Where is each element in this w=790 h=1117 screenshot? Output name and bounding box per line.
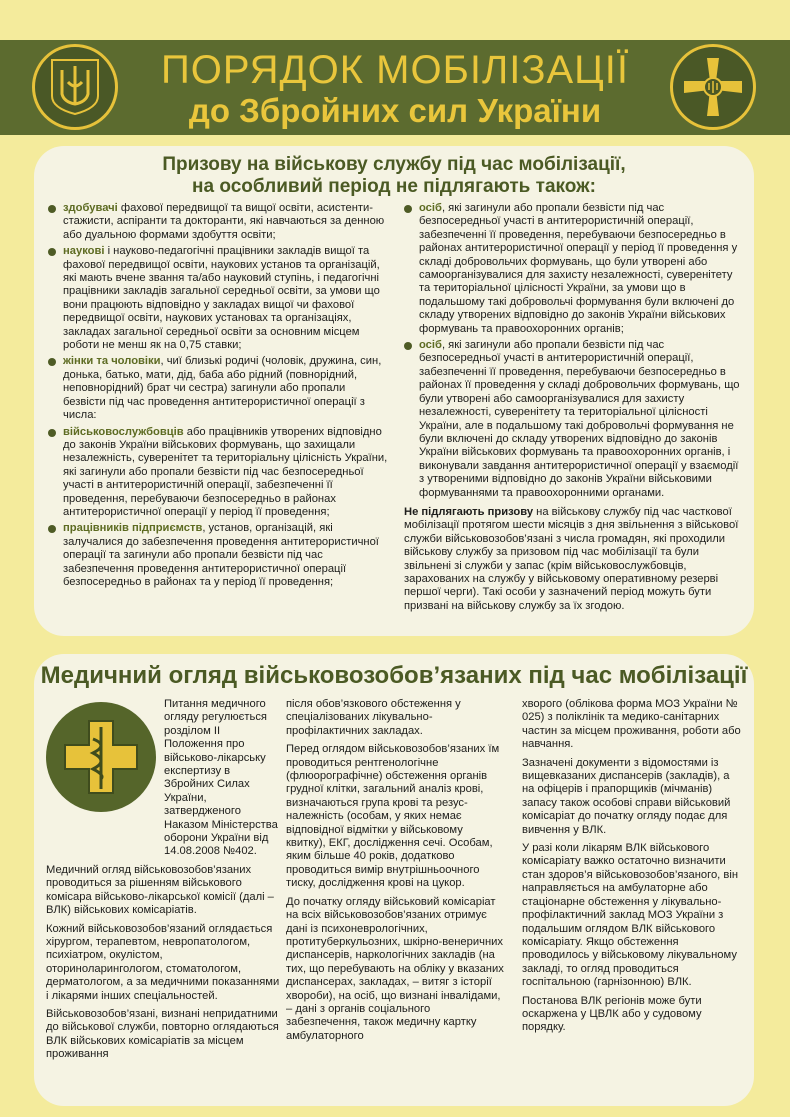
bullet-icon bbox=[48, 429, 56, 437]
trident-icon bbox=[32, 44, 118, 130]
list-item: жінки та чоловіки, чиї близькі родичі (чоловік, дружина, син, донька, батько, мати, дід, баба або рідний (повнорідний, неповнорідний) брат чи сестра) загинули або пропали безвісти під час проведення антитерористичної операції з числа: bbox=[48, 355, 388, 422]
bullet-icon bbox=[48, 358, 56, 366]
bullet-icon bbox=[48, 525, 56, 533]
paragraph: Постанова ВЛК регіонів може бути оскаржена у ЦВЛК або у судовому порядку. bbox=[522, 994, 702, 1034]
exemptions-heading-line1: Призову на військову службу під час мобілізації, bbox=[162, 154, 626, 175]
paragraph: До початку огляду військовий комісаріат на всіх військовозобов’язаних отримує дані із психоневрологічних, протитуберкульозних, шкірно-венеричних диспансерів, наркологічних закладів (на тих, що перебувають на обліку у вказаних диспансерах, закладах, – витяг з історії хвороби), на осіб, що визнані інвалідами, – дані з органів соціального забезпечення, також медичну картку амбулаторного bbox=[286, 895, 504, 1042]
list-item: працівників підприємств, установ, організацій, які залучалися до забезпечення проведення антитерористичної операції та загинули або пропали безвісти під час забезпечення проведення антитерористичної операції безпосередньо в районах та у період її проведення; bbox=[48, 522, 388, 589]
header-banner bbox=[0, 0, 790, 145]
bullet-icon bbox=[404, 205, 412, 213]
exemptions-panel bbox=[34, 146, 754, 636]
list-item: здобувачі фахової передвищої та вищої освіти, асистенти-стажисти, аспіранти та докторанти, які навчаються за денною або дуальною формами здобуття освіти; bbox=[48, 202, 388, 242]
exemptions-left-column bbox=[48, 202, 388, 592]
list-item: військовослужбовців або працівників утворених відповідно до законів України військових формувань, що захищали незалежність, суверенітет та територіальну цілісність України, які загинули або пропали безвісти під час безпосередньої участі в антитерористичній операції, забезпеченні її проведення, перебуваючи безпосередньо в районах антитерористичної операції у період її проведення; bbox=[48, 426, 388, 520]
exemptions-right-column bbox=[404, 202, 744, 618]
paragraph: Зазначені документи з відомостями із вищевказаних диспансерів (закладів), а на офіцерів і прапорщиків (мічманів) запасу також особові справи військовий комісаріат до початку огляду подає для вивчення у ВЛК. bbox=[522, 756, 731, 836]
medical-column-2 bbox=[286, 698, 504, 1048]
paragraph: Кожний військовозобов’язаний оглядається хірургом, терапевтом, невропатологом, психіатром, окулістом, оториноларингологом, стоматологом, дерматологом, а за медичними показаннями і лікарями інших спеціальностей. bbox=[46, 922, 280, 1002]
list-item: осіб, які загинули або пропали безвісти під час безпосередньої участі в антитерористичній операції, забезпеченні її проведення, перебуваючи безпосередньо в районах її проведення у складі добровольчих формувань, що були утворені або самоорганізувалися для захисту незалежності, суверенітету та територіальної цілісності України, але в подальшому такі добровольчі формування не були включені до складу утворених відповідно до законів України військових формувань та правоохоронних органів, і виконували завдання антитерористичної операції у взаємодії з утвореними відповідно до законів України військовими формуваннями та правоохоронними органами. bbox=[404, 339, 744, 500]
cross-emblem-icon bbox=[670, 44, 756, 130]
deferral-note: Не підлягають призову на військову службу під час часткової мобілізації протягом шести місяців з дня звільнення з військової служби військовозобов’язані з числа громадян, які проходили військову службу за призовом під час мобілізації та були звільнені зі служби у запас (крім військовослужбовців, зарахованих на службу у військовому оперативному резерві першої черги). Такі особи у зазначений період можуть бути призвані на військову службу за їх згодою. bbox=[404, 505, 739, 612]
medical-intro: Питання медичного огляду регулюється розділом II Положення про військово-лікарську експертизу в Збройних Силах України, затвердженого Наказом Міністерства оборони України від 14.08.2008 №402. bbox=[164, 698, 278, 858]
paragraph: У разі коли лікарям ВЛК військового комісаріату важко остаточно визначити стан здоров’я військовозобов’язаного, він направляється на амбулаторне або стаціонарне обстеження у лікувально-профілактичний заклад МОЗ України з подальшим оглядом ВЛК військового комісаріату. Якщо обстеження проводилось у військовому лікувальному закладі, то огляд проводиться госпітальною (гарнізонною) ВЛК. bbox=[522, 842, 739, 989]
list-item: осіб, які загинули або пропали безвісти під час безпосередньої участі в антитерористичній операції, забезпеченні її проведення, перебуваючи безпосередньо в районах антитерористичної операції у період її проведення у складі добровольчих формувань, що були утворені або самоорганізувалися для захисту незалежності, суверенітету та територіальної цілісності України, за умови що в подальшому такі добровольчі формування були включені до складу утворених відповідно до законів України військових формувань та правоохоронних органів; bbox=[404, 202, 744, 336]
bullet-icon bbox=[48, 248, 56, 256]
exemptions-heading-line2: на особливий період не підлягають також: bbox=[192, 176, 596, 197]
paragraph: хворого (облікова форма МОЗ України № 025) з поліклінік та медико-санітарних частин за місцем проживання, роботи або навчання. bbox=[522, 698, 741, 751]
paragraph: Військовозобов’язані, визнані непридатними до військової служби, повторно оглядаються ВЛК військових комісаріатів за місцем проживання bbox=[46, 1007, 279, 1061]
page-title-line1: ПОРЯДОК МОБІЛІЗАЦІЇ bbox=[161, 48, 629, 92]
medical-column-1 bbox=[46, 698, 282, 1067]
paragraph: Перед оглядом військовозобов’язаних їм проводиться рентгенологічне (флюорографічне) обстеження органів грудної клітки, загальний аналіз крові, визначаються група крові та резус-належність (особам, у яких немає відповідної відмітки у військовому квитку), ЕКГ, дослідження сечі. Особам, яким більше 40 років, додатково проводиться вимір внутрішньоочного тиску, дослідження крові на цукор. bbox=[286, 743, 500, 890]
medical-heading: Медичний огляд військовозобов’язаних під час мобілізації bbox=[40, 662, 748, 689]
medical-column-3 bbox=[522, 698, 742, 1040]
paragraph: Медичний огляд військовозобов’язаних проводиться за рішенням військового комісара військово-лікарської комісії (далі – ВЛК) військових комісаріатів. bbox=[46, 863, 274, 917]
medical-panel bbox=[34, 654, 754, 1106]
bullet-icon bbox=[404, 342, 412, 350]
page-title-line2: до Збройних сил України bbox=[188, 92, 602, 129]
paragraph: після обов’язкового обстеження у спеціалізованих лікувально-профілактичних закладах. bbox=[286, 698, 461, 737]
list-item: наукові і науково-педагогічні працівники закладів вищої та фахової передвищої освіти, наукових установ та організацій, які мають вчене звання та/або науковий ступінь, і педагогічні працівники закладів загальної середньої освіти, за умови що вони працюють відповідно у закладах вищої чи фахової передвищої освіти, наукових установах та організаціях, закладах загальної середньої освіти за основним місцем роботи не менш як на 0,75 ставки; bbox=[48, 245, 388, 352]
bullet-icon bbox=[48, 205, 56, 213]
